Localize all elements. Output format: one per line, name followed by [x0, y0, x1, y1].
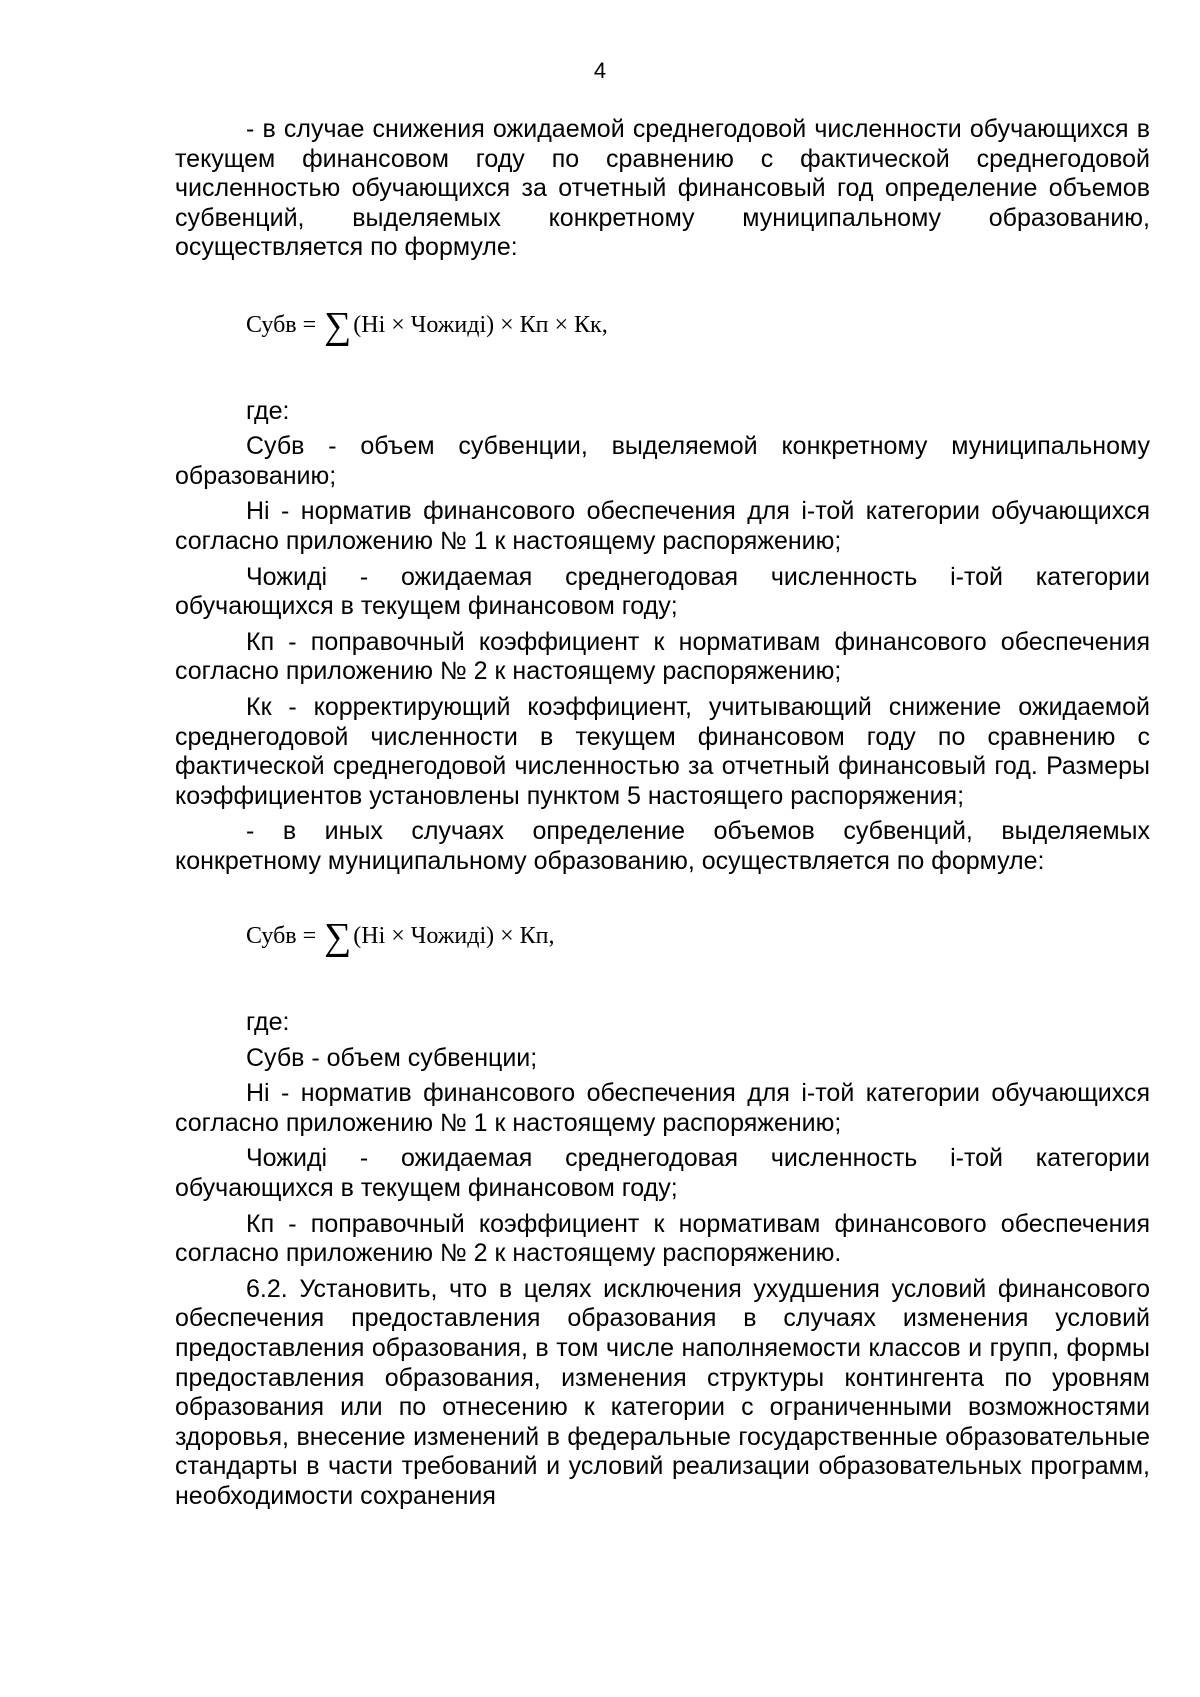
formula-subvention-2 — [175, 916, 1150, 959]
page-number: 4 — [593, 58, 607, 83]
formula-lhs: Субв — [246, 923, 297, 950]
definition-kp: Кп - поправочный коэффициент к нормативам финансового обеспечения согласно приложению № 2 к настоящему распоряжению; — [175, 627, 1150, 686]
definition-ni: Ні - норматив финансового обеспечения для і-той категории обучающихся согласно приложению № 1 к настоящему распоряжению; — [175, 497, 1150, 555]
sigma-icon: ∑ — [324, 916, 352, 959]
where-label: где: — [246, 396, 290, 425]
definition-kp: Кп - поправочный коэффициент к нормативам финансового обеспечения согласно приложению № 2 к настоящему распоряжению. — [175, 1209, 1150, 1268]
paragraph-other-cases: - в иных случаях определение объемов субвенций, выделяемых конкретному муниципальному образованию, осуществляется по формуле: — [175, 817, 1150, 875]
formula-body: (Ні × Чожиді) × Кп × Кк, — [353, 311, 608, 338]
where-label: где: — [246, 1008, 290, 1037]
formula-equals: = — [302, 923, 317, 950]
definition-ni: Ні - норматив финансового обеспечения для і-той категории обучающихся согласно приложению № 1 к настоящему распоряжению; — [175, 1079, 1150, 1137]
definition-subv: Субв - объем субвенции, выделяемой конкретному муниципальному образованию; — [175, 432, 1150, 490]
formula-equals: = — [302, 311, 317, 338]
paragraph-6-2: 6.2. Установить, что в целях исключения ухудшения условий финансового обеспечения предоставления образования в случаях изменения условий предоставления образования, в том числе наполняемости классов и групп, формы предоставления образования, изменения структуры контингента по уровням образования или по отнесению к категории с ограниченными возможностями здоровья, внесение изменений в федеральные государственные образовательные стандарты в части требований и условий реализации образовательных программ, необходимости сохранения — [175, 1274, 1150, 1510]
document-body — [175, 115, 1150, 1518]
definition-chozhidi: Чожиді - ожидаемая среднегодовая численность і-той категории обучающихся в текущем финансовом году; — [175, 1144, 1150, 1203]
formula-body: (Ні × Чожиді) × Кп, — [353, 923, 555, 950]
sigma-icon: ∑ — [324, 304, 352, 347]
definition-chozhidi: Чожиді - ожидаемая среднегодовая численность і-той категории обучающихся в текущем финансовом году; — [175, 562, 1150, 621]
definition-subv: Субв - объем субвенции; — [246, 1043, 538, 1072]
formula-lhs: Субв — [246, 311, 297, 338]
formula-subvention-1 — [175, 304, 1150, 347]
paragraph-condition-decrease: - в случае снижения ожидаемой среднегодовой численности обучающихся в текущем финансовом году по сравнению с фактической среднегодовой численностью обучающихся за отчетный финансовый год определение объемов субвенций, выделяемых конкретному муниципальному образованию, осуществляется по формуле: — [175, 115, 1150, 262]
definition-kk: Кк - корректирующий коэффициент, учитывающий снижение ожидаемой среднегодовой численности в текущем финансовом году по сравнению с фактической среднегодовой численностью за отчетный финансовый год. Размеры коэффициентов установлены пунктом 5 настоящего распоряжения; — [175, 692, 1150, 810]
